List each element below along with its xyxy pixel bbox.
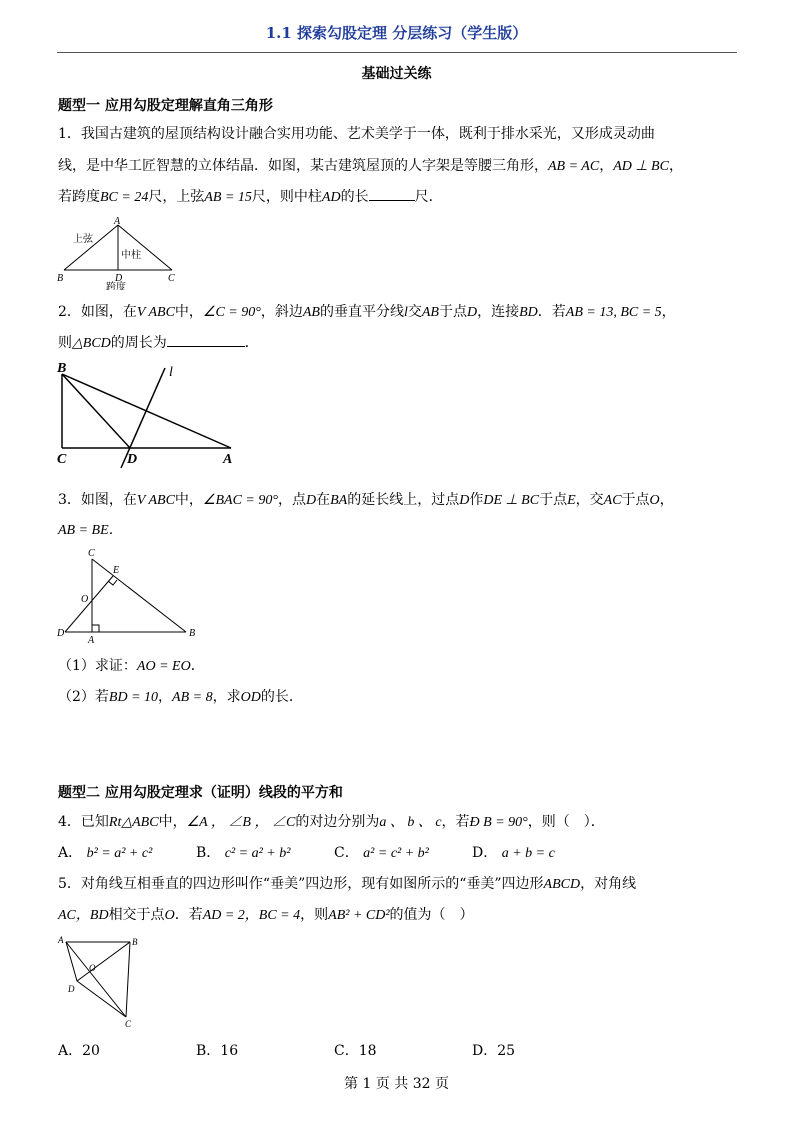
q2-vals: AB = 13, BC = 5 — [565, 305, 662, 320]
q3-o: O — [649, 493, 660, 508]
q5-fig-A: A — [58, 935, 64, 945]
q5-t5: ，则 — [300, 907, 329, 923]
q5-figure — [55, 933, 145, 1033]
q3-sub2-t1: ，求 — [212, 689, 241, 705]
q5-line1 — [58, 874, 636, 895]
section-title: 基础过关练 — [361, 66, 432, 82]
q3-sub2: （2）若BD = 10，AB = 8，求OD的长． — [58, 689, 303, 705]
q5-fig-O: O — [89, 963, 96, 973]
q2-figure — [55, 360, 245, 470]
q3-t8: ，交 — [575, 492, 604, 508]
q3-t1: 3．如图，在 — [58, 492, 137, 508]
q3-t7: 于点 — [539, 492, 568, 508]
q3-d2: D — [459, 493, 470, 508]
q1-line2-text: 线，是中华工匠智慧的立体结晶．如图，某古建筑屋顶的人字架是等腰三角形， — [58, 158, 548, 174]
q5-option-b[interactable] — [196, 1041, 238, 1061]
q2-t3: ，斜边 — [260, 304, 303, 320]
q3-sub2-label: （2）若 — [58, 689, 109, 705]
q3-sub1-label: （1）求证： — [58, 658, 137, 674]
q1-ad: AD — [321, 190, 341, 205]
q3-sub2-od: OD — [240, 690, 261, 705]
q1-cond1: AB = AC — [548, 159, 600, 174]
q2-t7: ，连接 — [477, 304, 520, 320]
q3-t3: ，点 — [277, 492, 306, 508]
q2-ab2: AB — [421, 305, 439, 320]
q2-line1: 2．如图，在V ABC中，∠C = 90°，斜边AB的垂直平分线l交AB于点D，连接BD．若AB = 13, BC = 5， — [58, 304, 676, 320]
q2-angle: ∠C = 90° — [202, 305, 261, 320]
q2-t9: 则 — [58, 335, 72, 351]
q2-ab: AB — [302, 305, 320, 320]
q5-o: O — [164, 908, 175, 923]
q3-t2: 中， — [174, 492, 203, 508]
q2-tri: V ABC — [136, 305, 175, 320]
q5-line2 — [58, 905, 474, 926]
q5-t3: 相交于点 — [108, 907, 165, 923]
q5-fig-D: D — [68, 984, 75, 994]
q4-t2: 中， — [158, 814, 187, 830]
q1-fig-C: C — [168, 273, 175, 284]
q2-l: l — [403, 305, 408, 320]
q5-option-a[interactable] — [58, 1041, 100, 1061]
q3-fig-C: C — [88, 548, 95, 559]
q3-sub1-expr: AO = EO — [136, 659, 191, 674]
q4-option-d[interactable] — [472, 843, 555, 864]
q2-bcd: △BCD — [72, 336, 111, 351]
q3-ba: BA — [330, 493, 348, 508]
q5-t4: ．若 — [174, 907, 203, 923]
page-footer: 第 1 页 共 32 页 — [344, 1076, 449, 1092]
q4-opt-a-label: A． — [58, 845, 83, 861]
q5-opt-b-label: B． — [196, 1043, 221, 1059]
q5-opt-a-label: A． — [58, 1043, 83, 1059]
q4-t5: ，则（ ）． — [527, 814, 605, 830]
q3-sub1: （1）求证：AO = EO． — [58, 658, 205, 674]
q5-expr: AB² + CD² — [328, 908, 390, 923]
q5-fig-C: C — [125, 1019, 132, 1029]
q1-figure — [55, 215, 185, 290]
q2-t8: ．若 — [537, 304, 566, 320]
q2-fig-D: D — [127, 452, 138, 467]
q5-acbd: AC，BD — [58, 908, 109, 923]
q3-sub2-t2: 的长． — [260, 689, 303, 705]
q4-option-c[interactable] — [334, 843, 429, 864]
q1-fig-B: B — [57, 273, 64, 284]
q5-opt-c-value: 18 — [358, 1043, 377, 1059]
q5-t6: 的值为（ ） — [389, 907, 474, 923]
type1-heading: 题型一 应用勾股定理解直角三角形 — [58, 98, 273, 114]
q5-fig-B: B — [132, 937, 138, 947]
q4-opt-b-expr: c² = a² + b² — [224, 846, 291, 861]
q5-opt-b-value: 16 — [220, 1043, 239, 1059]
q2-t5: 交 — [407, 304, 422, 320]
q5-opt-d-value: 25 — [497, 1043, 516, 1059]
q4-opt-a-expr: b² = a² + c² — [86, 846, 153, 861]
q2-fig-A: A — [223, 452, 233, 467]
q4-option-b[interactable] — [196, 843, 290, 864]
q1-t3: 尺，则中柱 — [251, 189, 322, 205]
q3-t4: 在 — [316, 492, 331, 508]
q5-opt-a-value: 20 — [82, 1043, 100, 1059]
q3-sub2-bd: BD = 10 — [108, 690, 159, 705]
q1-answer-blank[interactable] — [369, 200, 415, 201]
q1-t4: 的长 — [340, 189, 369, 205]
q3-fig-A: A — [88, 635, 95, 645]
q1-t1: 若跨度 — [58, 189, 100, 205]
q5-option-d[interactable] — [472, 1041, 515, 1061]
q3-line2: AB = BE． — [58, 523, 123, 538]
q4-abc: a 、 b 、 c — [379, 815, 442, 830]
q4-t4: ，若 — [441, 814, 470, 830]
q3-ac: AC — [603, 493, 622, 508]
q2-bd: BD — [519, 305, 538, 320]
q1-t5: 尺． — [414, 189, 443, 205]
q5-option-c[interactable] — [334, 1041, 377, 1061]
q1-fig-zhongzhu: 中柱 — [121, 250, 141, 261]
q4-opt-d-label: D． — [472, 845, 498, 861]
q1-cond2: AD ⊥ BC — [613, 159, 669, 174]
type2-heading: 题型二 应用勾股定理求（证明）线段的平方和 — [58, 785, 343, 801]
q2-t10: 的周长为 — [110, 335, 167, 351]
q2-fig-l: l — [169, 365, 173, 380]
q2-t4: 的垂直平分线 — [319, 304, 404, 320]
q4-opt-d-expr: a + b = c — [501, 846, 555, 861]
q3-t6: 作 — [469, 492, 484, 508]
q4-line1 — [58, 812, 605, 833]
q5-t2: ，对角线 — [580, 876, 637, 892]
q3-fig-B: B — [189, 628, 196, 639]
q5-opt-d-label: D． — [472, 1043, 498, 1059]
q1-fig-A: A — [114, 216, 121, 227]
q3-e: E — [567, 493, 576, 508]
q4-t3: 的对边分别为 — [295, 814, 380, 830]
q3-sub2-ab: AB = 8 — [172, 690, 213, 705]
q2-d: D — [466, 305, 478, 320]
q4-t1: 4．已知 — [58, 814, 109, 830]
q1-fig-D: D — [115, 273, 123, 284]
q2-fig-B: B — [57, 361, 67, 376]
q3-line1: 3．如图，在V ABC中，∠BAC = 90°，点D在BA的延长线上，过点D作DE ⊥ BC于点E，交AC于点O， — [58, 492, 674, 508]
q5-abcd: ABCD — [543, 877, 581, 892]
q2-t6: 于点 — [438, 304, 467, 320]
q2-t1: 2．如图，在 — [58, 304, 137, 320]
q3-t9: 于点 — [621, 492, 650, 508]
q4-opt-c-label: C． — [334, 845, 359, 861]
q3-perp: DE ⊥ BC — [483, 493, 540, 508]
q3-fig-E: E — [113, 565, 120, 576]
q1-bc: BC = 24 — [100, 190, 149, 205]
q2-line2: 则△BCD的周长为 ． — [58, 335, 259, 351]
q1-fig-shangxian: 上弦 — [73, 234, 93, 245]
q1-ab: AB = 15 — [204, 190, 252, 205]
q5-t1: 5．对角线互相垂直的四边形叫作“垂美”四边形，现有如图所示的“垂美”四边形 — [58, 876, 544, 892]
q4-rt: Rt△ABC — [108, 815, 159, 830]
q3-t5: 的延长线上，过点 — [347, 492, 460, 508]
q3-fig-O: O — [81, 594, 89, 605]
q3-fig-D: D — [57, 628, 65, 639]
q1-fig-kuadu: 跨度 — [106, 282, 126, 290]
q4-opt-c-expr: a² = c² + b² — [363, 846, 429, 861]
page-header-title: 1.1 探索勾股定理 分层练习（学生版） — [265, 24, 528, 42]
q4-option-a[interactable] — [58, 843, 152, 864]
q5-opt-c-label: C． — [334, 1043, 359, 1059]
q1-t2: 尺，上弦 — [148, 189, 205, 205]
q2-fig-C: C — [57, 452, 67, 467]
q3-figure — [55, 545, 205, 645]
q2-answer-blank[interactable] — [167, 346, 245, 347]
q4-opt-b-label: B． — [196, 845, 221, 861]
q1-line1: 1．我国古建筑的屋顶结构设计融合实用功能、艺术美学于一体，既利于排水采光，又形成灵动曲 — [58, 126, 655, 142]
q1-line2: 线，是中华工匠智慧的立体结晶．如图，某古建筑屋顶的人字架是等腰三角形，AB = AC，AD ⊥ BC， — [58, 158, 683, 174]
q3-angle: ∠BAC = 90° — [202, 493, 278, 508]
q3-d: D — [305, 493, 317, 508]
q3-tri: V ABC — [136, 493, 175, 508]
header-divider — [57, 52, 737, 53]
q2-t2: 中， — [174, 304, 203, 320]
q5-vals: AD = 2，BC = 4 — [202, 908, 301, 923]
q1-line3 — [58, 187, 443, 208]
q4-cond: Ð B = 90° — [469, 815, 528, 830]
q4-angles: ∠A ， ∠B ， ∠C — [186, 815, 296, 830]
